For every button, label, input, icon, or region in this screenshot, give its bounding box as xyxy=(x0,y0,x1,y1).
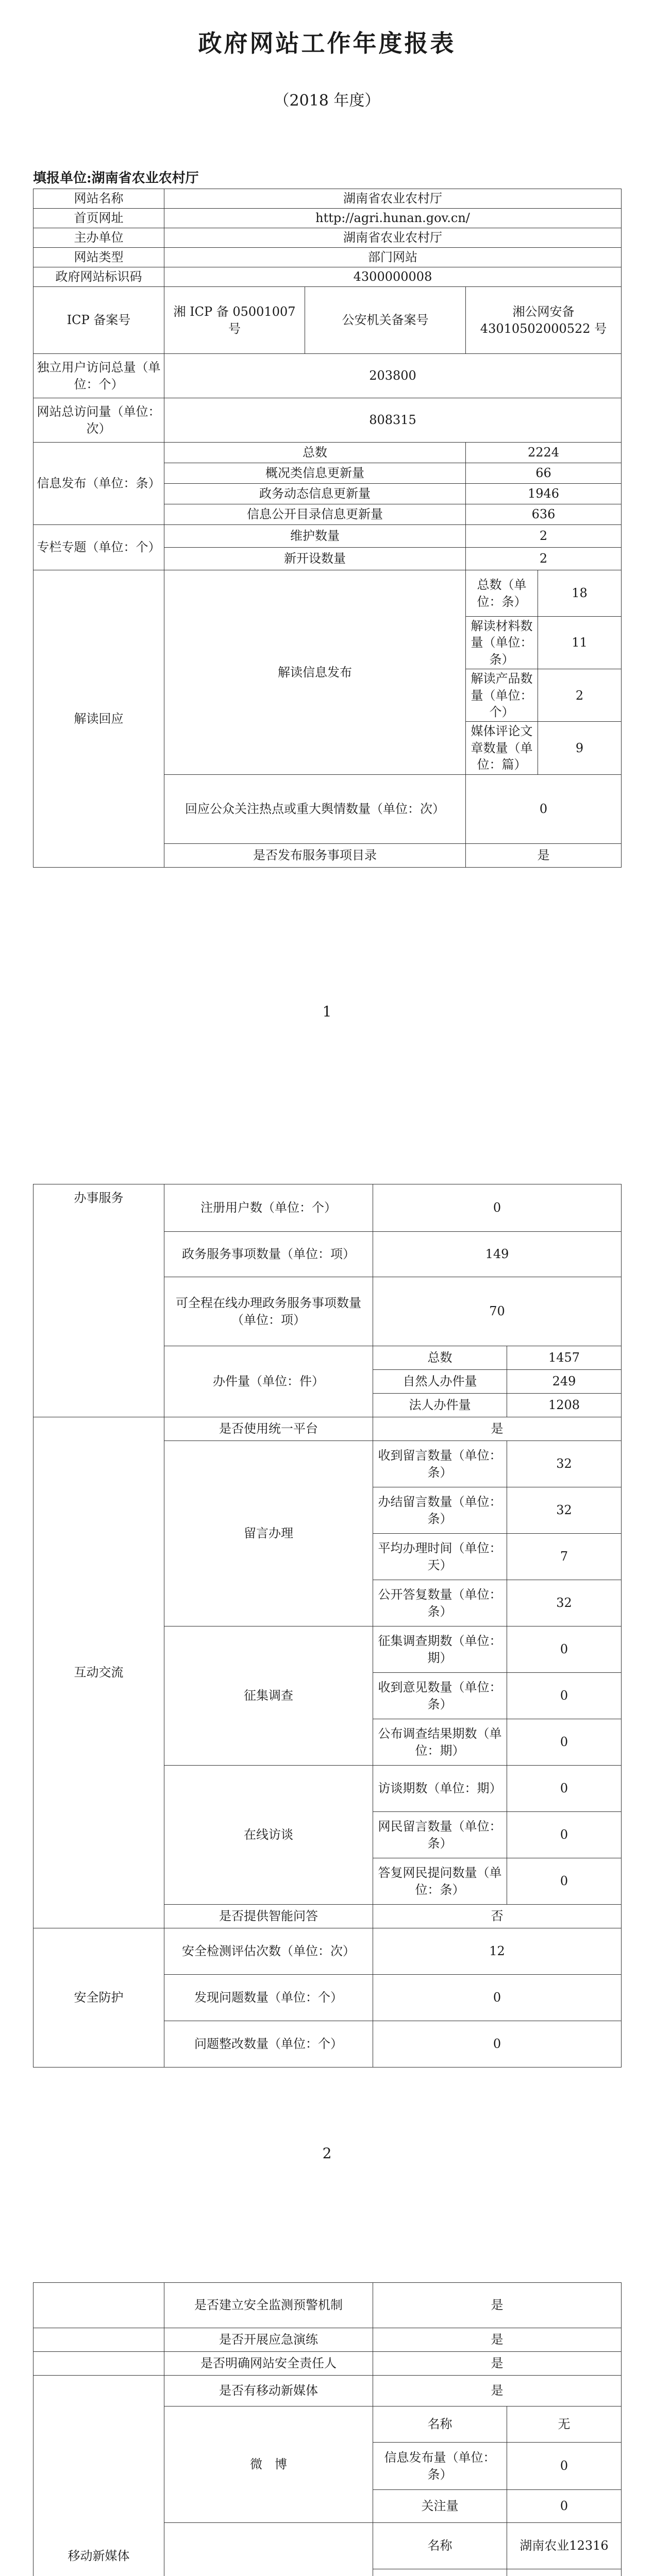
label-online-items: 可全程在线办理政务服务事项数量（单位：项） xyxy=(164,1277,373,1346)
value-info-dynamic: 1946 xyxy=(466,484,622,504)
label-info-total: 总数 xyxy=(164,443,466,463)
value-service-items: 149 xyxy=(373,1232,622,1277)
label-smart-qa: 是否提供智能问答 xyxy=(164,1905,373,1928)
label-owner: 是否明确网站安全责任人 xyxy=(164,2352,373,2376)
value-site-type: 部门网站 xyxy=(164,248,622,267)
label-drill: 是否开展应急演练 xyxy=(164,2328,373,2352)
label-column-new: 新开设数量 xyxy=(164,548,466,570)
label-wechat xyxy=(164,2523,373,2576)
value-interp-product: 2 xyxy=(538,669,622,722)
label-interview-count: 访谈期数（单位：期） xyxy=(373,1766,507,1812)
label-survey: 征集调查 xyxy=(164,1626,373,1766)
label-interview-msg: 网民留言数量（单位：条） xyxy=(373,1812,507,1858)
label-weibo-follow: 关注量 xyxy=(373,2490,507,2523)
label-info-publish: 信息发布（单位：条） xyxy=(33,443,164,525)
value-interp-media: 9 xyxy=(538,722,622,774)
value-msg-public: 32 xyxy=(507,1580,622,1626)
label-unified-platform: 是否使用统一平台 xyxy=(164,1417,373,1441)
label-handle-corp: 法人办件量 xyxy=(373,1394,507,1417)
value-sponsor: 湖南省农业农村厅 xyxy=(164,228,622,248)
value-survey-result: 0 xyxy=(507,1719,622,1766)
label-msg-received: 收到留言数量（单位：条） xyxy=(373,1441,507,1487)
page-number: 1 xyxy=(322,1003,332,1020)
value-interp-total: 18 xyxy=(538,570,622,617)
value-column-new: 2 xyxy=(466,548,622,570)
blank-cell xyxy=(33,2352,164,2376)
label-survey-count: 征集调查期数（单位：期） xyxy=(373,1626,507,1673)
value-interview-reply: 0 xyxy=(507,1858,622,1905)
label-weibo: 微 博 xyxy=(164,2406,373,2523)
value-survey-opinion: 0 xyxy=(507,1673,622,1719)
label-has-mobile: 是否有移动新媒体 xyxy=(164,2376,373,2406)
label-service: 办事服务 xyxy=(33,1184,164,1417)
value-column-maintain: 2 xyxy=(466,525,622,548)
label-homepage: 首页网址 xyxy=(33,209,164,228)
report-title: 政府网站工作年度报表 xyxy=(198,29,456,57)
value-survey-count: 0 xyxy=(507,1626,622,1673)
page-number: 2 xyxy=(322,2145,332,2162)
value-weibo-name: 无 xyxy=(507,2406,622,2443)
label-interp-publish: 解读信息发布 xyxy=(164,570,466,775)
label-weibo-publish: 信息发布量（单位：条） xyxy=(373,2443,507,2490)
report-year: （2018 年度） xyxy=(274,92,380,110)
label-interpretation: 解读回应 xyxy=(33,570,164,868)
label-info-open: 信息公开目录信息更新量 xyxy=(164,504,466,525)
label-sponsor: 主办单位 xyxy=(33,228,164,248)
label-page-views: 网站总访问量（单位：次） xyxy=(33,398,164,443)
label-column-maintain: 维护数量 xyxy=(164,525,466,548)
value-sec-fix: 0 xyxy=(373,2021,622,2067)
value-police: 湘公网安备43010502000522 号 xyxy=(466,287,622,354)
value-wechat-publish xyxy=(507,2569,622,2576)
filling-unit: 填报单位:湖南省农业农村厅 xyxy=(33,171,199,186)
label-survey-result: 公布调查结果期数（单位：期） xyxy=(373,1719,507,1766)
label-info-overview: 概况类信息更新量 xyxy=(164,463,466,484)
value-info-overview: 66 xyxy=(466,463,622,484)
value-interview-count: 0 xyxy=(507,1766,622,1812)
value-handle-corp: 1208 xyxy=(507,1394,622,1417)
value-msg-done: 32 xyxy=(507,1487,622,1534)
label-msg-public: 公开答复数量（单位：条） xyxy=(373,1580,507,1626)
label-security: 安全防护 xyxy=(33,1928,164,2067)
label-service-catalog: 是否发布服务事项目录 xyxy=(164,843,466,867)
value-homepage: http://agri.hunan.gov.cn/ xyxy=(164,209,622,228)
value-reg-users: 0 xyxy=(373,1184,622,1232)
label-sec-fix: 问题整改数量（单位：个） xyxy=(164,2021,373,2067)
blank-cell xyxy=(33,2328,164,2352)
value-site-name: 湖南省农业农村厅 xyxy=(164,189,622,209)
value-sec-eval: 12 xyxy=(373,1928,622,1975)
label-info-dynamic: 政务动态信息更新量 xyxy=(164,484,466,504)
label-weibo-name: 名称 xyxy=(373,2406,507,2443)
label-sec-issue: 发现问题数量（单位：个） xyxy=(164,1975,373,2021)
value-site-code: 4300000008 xyxy=(164,267,622,287)
label-msg-done: 办结留言数量（单位：条） xyxy=(373,1487,507,1534)
label-site-name: 网站名称 xyxy=(33,189,164,209)
label-wechat-publish xyxy=(373,2569,507,2576)
value-weibo-publish: 0 xyxy=(507,2443,622,2490)
label-reg-users: 注册用户数（单位：个） xyxy=(164,1184,373,1232)
label-interp-product: 解读产品数量（单位：个） xyxy=(466,669,538,722)
label-handle: 办件量（单位：件） xyxy=(164,1346,373,1417)
label-mobile-media: 移动新媒体 xyxy=(33,2376,164,2576)
value-respond: 0 xyxy=(466,774,622,843)
label-interview-reply: 答复网民提问数量（单位：条） xyxy=(373,1858,507,1905)
label-interview: 在线访谈 xyxy=(164,1766,373,1905)
value-service-catalog: 是 xyxy=(466,843,622,867)
value-drill: 是 xyxy=(373,2328,622,2352)
label-wechat-name: 名称 xyxy=(373,2523,507,2569)
label-handle-person: 自然人办件量 xyxy=(373,1370,507,1394)
value-sec-issue: 0 xyxy=(373,1975,622,2021)
label-message: 留言办理 xyxy=(164,1441,373,1626)
report-table-page2 xyxy=(33,1184,622,2067)
label-survey-opinion: 收到意见数量（单位：条） xyxy=(373,1673,507,1719)
value-page-views: 808315 xyxy=(164,398,622,443)
label-warn-mechanism: 是否建立安全监测预警机制 xyxy=(164,2283,373,2328)
value-info-open: 636 xyxy=(466,504,622,525)
value-handle-person: 249 xyxy=(507,1370,622,1394)
value-info-total: 2224 xyxy=(466,443,622,463)
label-unique-visitors: 独立用户访问总量（单位：个） xyxy=(33,354,164,398)
value-unique-visitors: 203800 xyxy=(164,354,622,398)
value-icp: 湘 ICP 备 05001007 号 xyxy=(164,287,305,354)
value-handle-total: 1457 xyxy=(507,1346,622,1370)
value-has-mobile: 是 xyxy=(373,2376,622,2406)
value-interp-material: 11 xyxy=(538,617,622,669)
label-handle-total: 总数 xyxy=(373,1346,507,1370)
value-msg-time: 7 xyxy=(507,1534,622,1580)
label-sec-eval: 安全检测评估次数（单位：次） xyxy=(164,1928,373,1975)
label-interp-media: 媒体评论文章数量（单位：篇） xyxy=(466,722,538,774)
label-site-type: 网站类型 xyxy=(33,248,164,267)
label-icp: ICP 备案号 xyxy=(33,287,164,354)
label-msg-time: 平均办理时间（单位：天） xyxy=(373,1534,507,1580)
label-interaction: 互动交流 xyxy=(33,1417,164,1928)
value-weibo-follow: 0 xyxy=(507,2490,622,2523)
report-table-page3 xyxy=(33,2282,622,2576)
label-service-items: 政务服务事项数量（单位：项） xyxy=(164,1232,373,1277)
value-msg-received: 32 xyxy=(507,1441,622,1487)
label-respond: 回应公众关注热点或重大舆情数量（单位：次） xyxy=(164,774,466,843)
value-owner: 是 xyxy=(373,2352,622,2376)
label-interp-material: 解读材料数量（单位：条） xyxy=(466,617,538,669)
value-smart-qa: 否 xyxy=(373,1905,622,1928)
value-interview-msg: 0 xyxy=(507,1812,622,1858)
blank-cell xyxy=(33,2283,164,2328)
value-wechat-name: 湖南农业12316 xyxy=(507,2523,622,2569)
value-warn-mechanism: 是 xyxy=(373,2283,622,2328)
label-site-code: 政府网站标识码 xyxy=(33,267,164,287)
label-columns: 专栏专题（单位：个） xyxy=(33,525,164,570)
value-unified-platform: 是 xyxy=(373,1417,622,1441)
value-online-items: 70 xyxy=(373,1277,622,1346)
label-interp-total: 总数（单位：条） xyxy=(466,570,538,617)
label-police: 公安机关备案号 xyxy=(305,287,466,354)
report-table-page1 xyxy=(33,189,622,868)
